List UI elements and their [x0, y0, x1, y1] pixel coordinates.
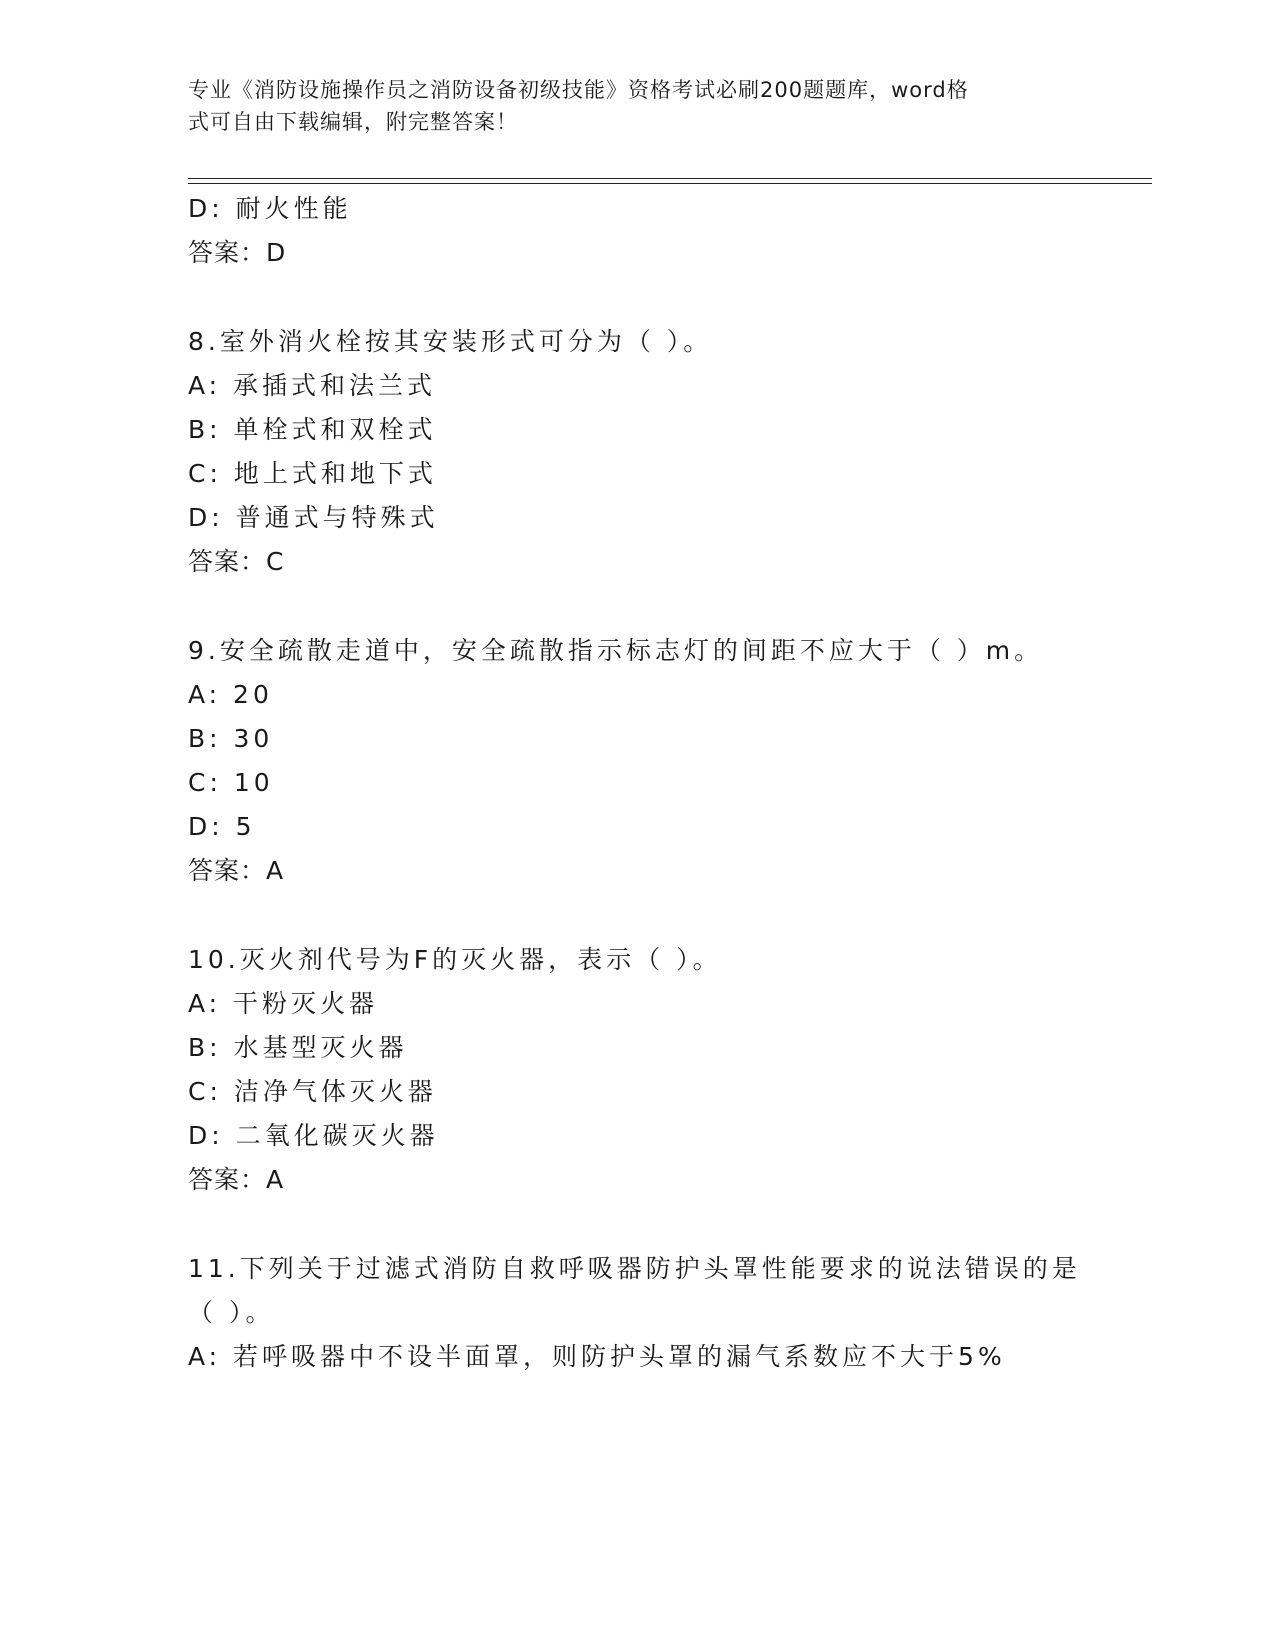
q9-answer: 答案：A	[188, 856, 285, 885]
q8-stem: 8.室外消火栓按其安装形式可分为（ ）。	[188, 327, 713, 356]
q9-option-c: C: 10	[188, 768, 274, 797]
q9-option-b: B: 30	[188, 724, 274, 753]
q10-option-d: D: 二氧化碳灭火器	[188, 1121, 439, 1150]
q10-answer: 答案：A	[188, 1165, 285, 1194]
q9-option-a: A: 20	[188, 680, 273, 709]
q10-stem: 10.灭火剂代号为F的灭火器，表示（ ）。	[188, 945, 722, 974]
document-header	[188, 74, 1088, 138]
q11-stem-line-2: （ ）。	[188, 1298, 275, 1327]
q10-option-c: C: 洁净气体灭火器	[188, 1077, 437, 1106]
q11-stem-line-1: 11.下列关于过滤式消防自救呼吸器防护头罩性能要求的说法错误的是	[188, 1254, 1081, 1283]
q9-option-d: D: 5	[188, 812, 256, 841]
q10-option-a: A: 干粉灭火器	[188, 989, 379, 1018]
q8-option-b: B: 单栓式和双栓式	[188, 415, 437, 444]
q8-option-a: A: 承插式和法兰式	[188, 371, 437, 400]
header-line-2: 式可自由下载编辑，附完整答案！	[188, 110, 518, 134]
header-divider-bottom	[188, 183, 1152, 184]
header-divider-top	[188, 178, 1152, 179]
q8-answer: 答案：C	[188, 547, 285, 576]
q10-option-b: B: 水基型灭火器	[188, 1033, 408, 1062]
q8-option-d: D: 普通式与特殊式	[188, 503, 439, 532]
q9-stem: 9.安全疏散走道中，安全疏散指示标志灯的间距不应大于（ ）m。	[188, 636, 1044, 665]
q11-option-a: A: 若呼吸器中不设半面罩，则防护头罩的漏气系数应不大于5%	[188, 1342, 1006, 1371]
q8-option-c: C: 地上式和地下式	[188, 459, 437, 488]
q7-option-d: D: 耐火性能	[188, 194, 352, 223]
header-line-1: 专业《消防设施操作员之消防设备初级技能》资格考试必刷200题题库，word格	[188, 78, 969, 102]
q7-answer: 答案：D	[188, 238, 287, 267]
